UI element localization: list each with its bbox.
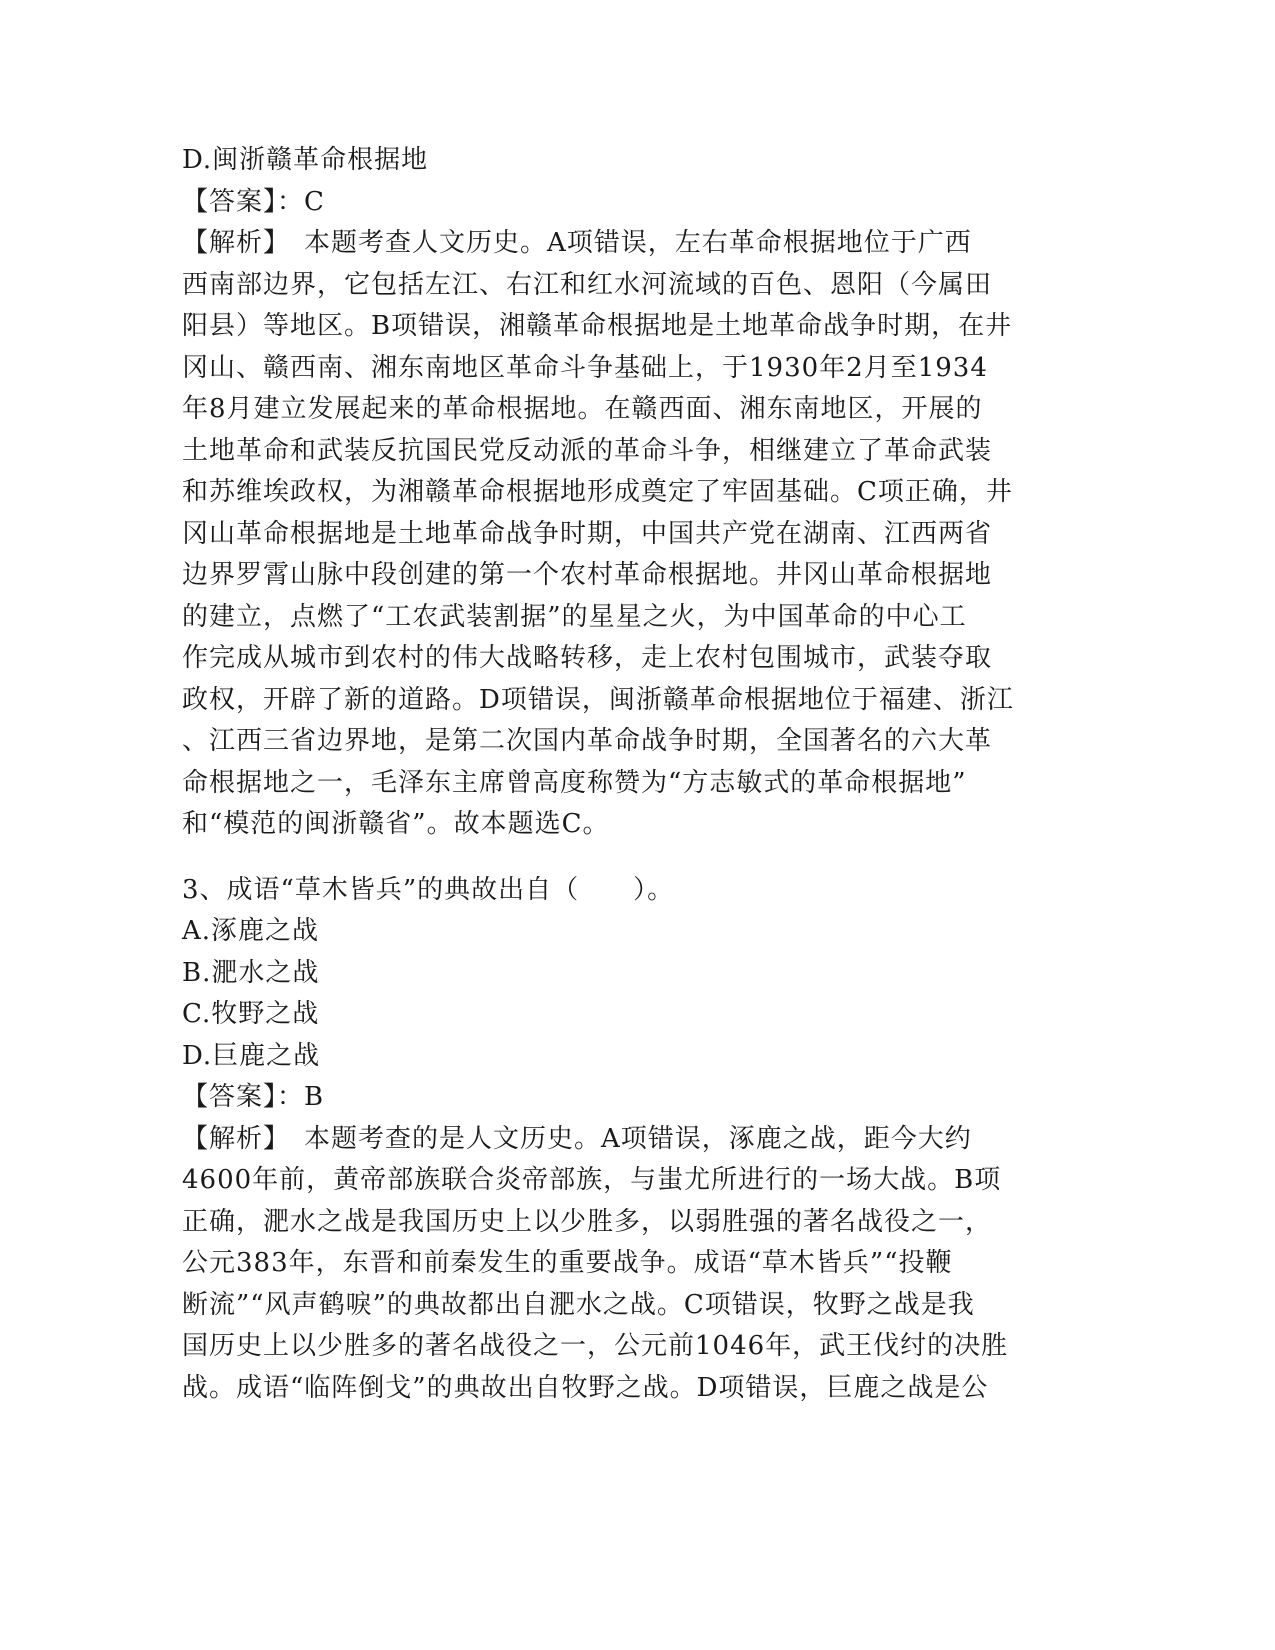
analysis-line: 断流”“风声鹤唳”的典故都出自淝水之战。C项错误，牧野之战是我 [182,1289,975,1320]
analysis-line: 土地革命和武装反抗国民党反动派的革命斗争，相继建立了革命武装 [182,435,993,466]
question-2-tail [182,140,1042,846]
analysis-line: 和“模范的闽浙赣省”。故本题选C。 [182,809,610,839]
analysis-line: 国历史上以少胜多的著名战役之一，公元前1046年，武王伐纣的决胜 [182,1331,1009,1361]
analysis-line: 年8月建立发展起来的革命根据地。在赣西面、湘东南地区，开展的 [182,394,983,424]
analysis-line: 【解析】 本题考查人文历史。A项错误，左右革命根据地位于广西 [182,228,972,258]
option-b: B.淝水之战 [182,957,320,988]
answer-line: 【答案】：B [182,1082,325,1112]
analysis-line: 战。成语“临阵倒戈”的典故出自牧野之战。D项错误，巨鹿之战是公 [182,1372,989,1403]
section-gap [182,846,1042,870]
analysis-block [182,1119,1042,1410]
option-d: D.闽浙赣革命根据地 [182,145,429,175]
analysis-block [182,223,1042,846]
analysis-line: 公元383年，东晋和前秦发生的重要战争。成语“草木皆兵”“投鞭 [182,1248,953,1278]
question-text: 3、成语“草木皆兵”的典故出自（ ）。 [182,874,675,905]
analysis-line: 冈山、赣西南、湘东南地区革命斗争基础上，于1930年2月至1934 [182,352,988,383]
option-a: A.涿鹿之战 [182,916,320,946]
analysis-line: 作完成从城市到农村的伟大战略转移，走上农村包围城市，武装夺取 [182,643,993,673]
question-3 [182,870,1042,1410]
option-c: C.牧野之战 [182,999,320,1029]
analysis-line: 【解析】 本题考查的是人文历史。A项错误，涿鹿之战，距今大约 [182,1123,972,1154]
analysis-line: 冈山革命根据地是土地革命战争时期，中国共产党在湖南、江西两省 [182,518,993,549]
analysis-line: 西南部边界，它包括左江、右江和红水河流域的百色、恩阳（今属田 [182,269,993,300]
analysis-line: 和苏维埃政权，为湘赣革命根据地形成奠定了牢固基础。C项正确，井 [182,477,1013,507]
analysis-line: 命根据地之一，毛泽东主席曾高度称赞为“方志敏式的革命根据地” [182,767,967,798]
answer-line: 【答案】：C [182,186,325,217]
analysis-line: 边界罗霄山脉中段创建的第一个农村革命根据地。井冈山革命根据地 [182,560,993,590]
analysis-line: 的建立，点燃了“工农武装割据”的星星之火，为中国革命的中心工 [182,601,967,632]
analysis-line: 政权，开辟了新的道路。D项错误，闽浙赣革命根据地位于福建、浙江 [182,684,1014,715]
option-d: D.巨鹿之战 [182,1040,321,1071]
analysis-line: 正确，淝水之战是我国历史上以少胜多，以弱胜强的著名战役之一， [182,1206,993,1237]
analysis-line: 阳县）等地区。B项错误，湘赣革命根据地是土地革命战争时期，在井 [182,311,1013,341]
analysis-line: 4600年前，黄帝部族联合炎帝部族，与蚩尤所进行的一场大战。B项 [182,1165,1002,1195]
document-page [182,140,1042,1409]
analysis-line: 、江西三省边界地，是第二次国内革命战争时期，全国著名的六大革 [182,726,993,756]
